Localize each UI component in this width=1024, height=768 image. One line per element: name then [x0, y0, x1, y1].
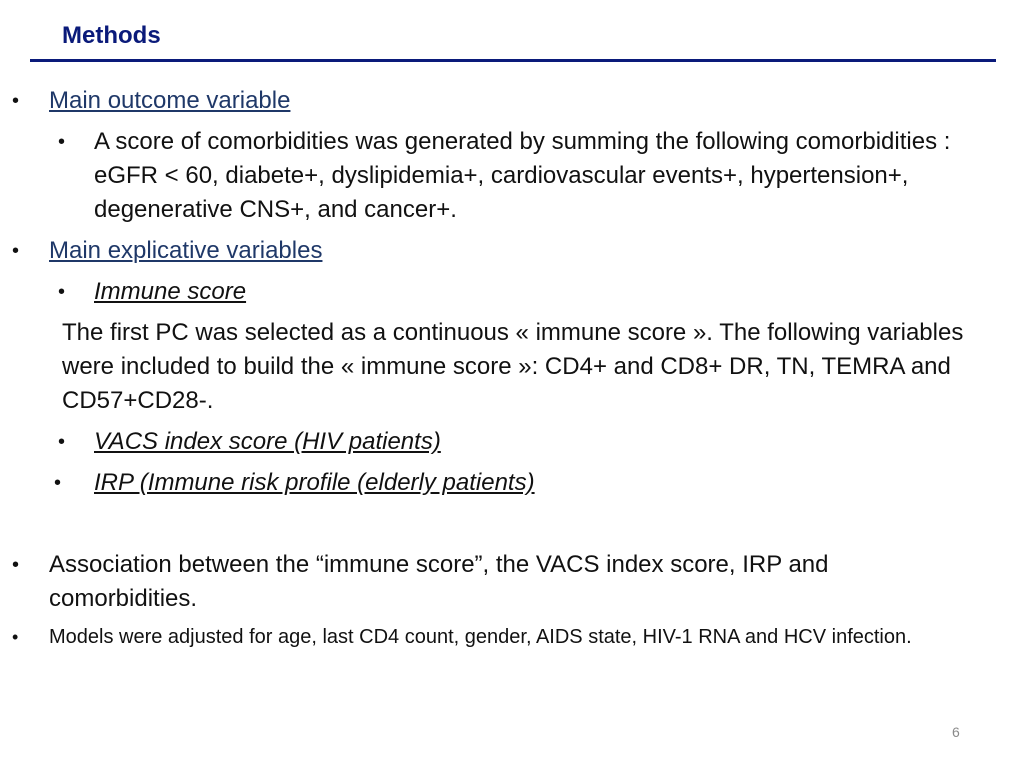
bullet-icon: •	[58, 281, 66, 303]
association-text: Association between the “immune score”, the VACS index score, IRP and comorbidities.	[49, 551, 829, 612]
page-number: 6	[952, 724, 960, 740]
immune-score-label: Immune score	[94, 278, 247, 305]
score-text: A score of comorbidities was generated by summing the following comorbidities : eGFR < 60, diabete+, dyslipidemia+, cardiovascular events+, hypertension+, degenerative CNS+, and cancer+.	[94, 128, 951, 223]
models-text: Models were adjusted for age, last CD4 count, gender, AIDS state, HIV-1 RNA and HCV infection.	[49, 626, 912, 648]
irp-label: IRP (Immune risk profile (elderly patients)	[94, 469, 535, 496]
slide-title: Methods	[62, 22, 161, 49]
bullet-icon: •	[12, 554, 20, 576]
bullet-icon: •	[12, 627, 19, 647]
bullet-icon: •	[58, 431, 66, 453]
bullet-icon: •	[58, 131, 66, 153]
main-explicative-heading[interactable]: Main explicative variables	[49, 237, 323, 264]
bullet-icon: •	[12, 240, 20, 262]
main-outcome-heading[interactable]: Main outcome variable	[49, 87, 291, 114]
title-divider	[30, 59, 996, 62]
vacs-label: VACS index score (HIV patients)	[94, 428, 441, 455]
bullet-icon: •	[12, 90, 20, 112]
bullet-icon: •	[54, 472, 62, 494]
pc-text: The first PC was selected as a continuous « immune score ». The following variables were included to build the « immune score »: CD4+ and CD8+ DR, TN, TEMRA and CD57+CD28-.	[62, 319, 964, 414]
